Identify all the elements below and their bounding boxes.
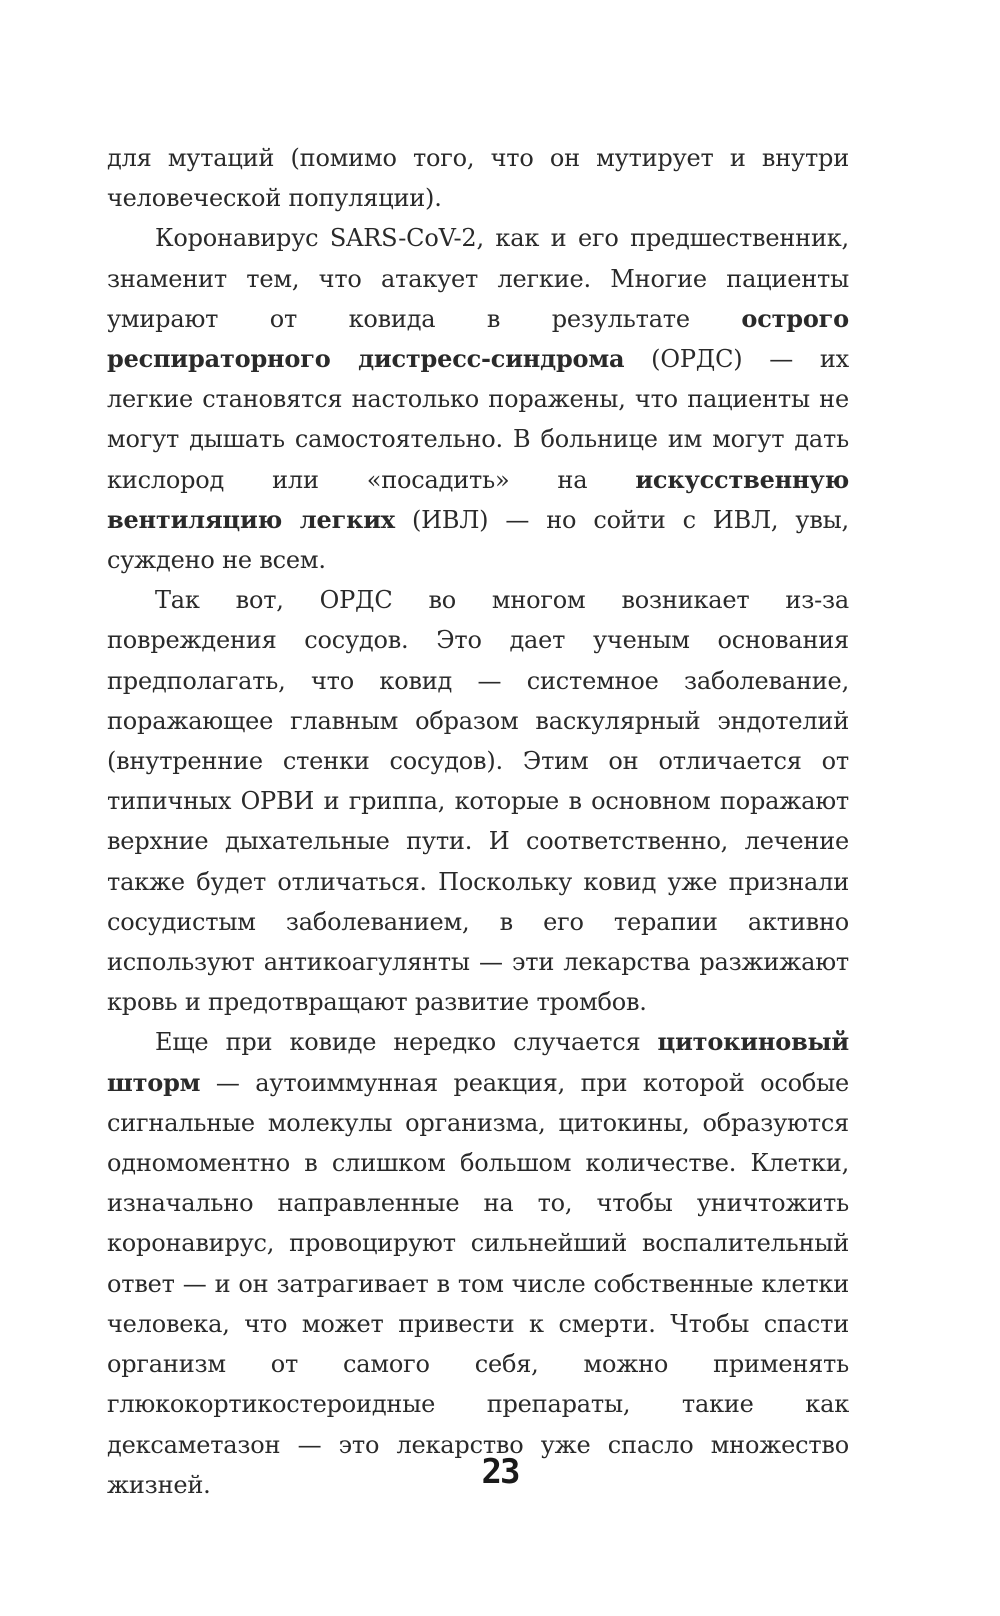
paragraph-3-text: Так вот, ОРДС во многом возникает из-за повреждения сосудов. Это дает ученым основания предполагать, что ковид — системное заболевание, поражающее главным образом васкулярный эндотелий (внутренние стенки сосудов). Этим он отличается от типичных ОРВИ и гриппа, которые в основном поражают верхние дыхательные пути. И соответственно, лечение также будет отличаться. Поскольку ковид уже признали сосудистым заболеванием, в его терапии активно используют антикоагулянты — эти лекарства разжижают кровь и предотвращают развитие тромбов. — [107, 586, 849, 1017]
paragraph-3 — [107, 580, 849, 1022]
page-body — [107, 138, 849, 1505]
paragraph-2-text: (ОРДС) — их легкие становятся настолько поражены, что пациенты не могут дышать самостоятельно. В больнице им могут дать кислород или «посадить» на — [107, 345, 849, 494]
paragraph-4-text: — аутоиммунная реакция, при которой особые сигнальные молекулы организма, цитокины, образуются одномоментно в слишком большом количестве. Клетки, изначально направленные на то, чтобы уничтожить коронавирус, провоцируют сильнейший воспалительный ответ — и он затрагивает в том числе собственные клетки человека, что может привести к смерти. Чтобы спасти организм от самого себя, можно применять глюкокортикостероидные препараты, такие как дексаметазон — это лекарство уже спасло множество жизней. — [107, 1068, 849, 1499]
paragraph-2-text: Коронавирус SARS-CoV-2, как и его предшественник, знаменит тем, что атакует легкие. Многие пациенты умирают от ковида в результате — [107, 224, 849, 333]
term-ventilation: искусственную вентиляцию легких — [107, 464, 849, 534]
paragraph-4 — [107, 1022, 849, 1504]
paragraph-2 — [107, 218, 849, 580]
paragraph-2-text: (ИВЛ) — но сойти с ИВЛ, увы, суждено не всем. — [107, 505, 849, 575]
paragraph-1 — [107, 138, 849, 218]
paragraph-4-text: Еще при ковиде нередко случается — [155, 1028, 658, 1057]
paragraph-1-text: для мутаций (помимо того, что он мутирует и внутри человеческой популяции). — [107, 144, 849, 213]
term-cytokine-storm: цитокиновый шторм — [107, 1027, 849, 1097]
term-ards: острого респираторного дистресс-синдрома — [107, 303, 849, 374]
page-number: 23 — [481, 1452, 519, 1492]
